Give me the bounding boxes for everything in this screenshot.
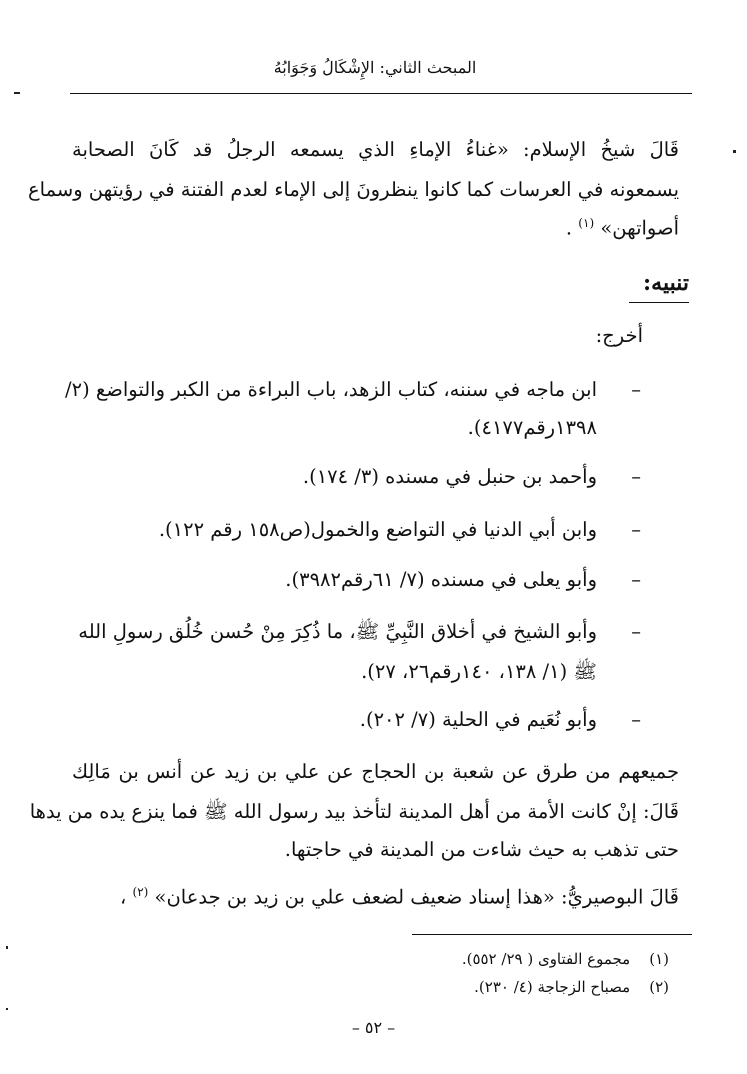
footnote-text: مصباح الزجاجة (٤/ ٢٣٠). [474,978,631,996]
list-dash: – [631,708,641,731]
page-number: – ٥٢ – [351,1018,396,1037]
list-item-text: وأبو يعلى في مسنده (٧/ ٦١رقم٣٩٨٢). [285,568,597,591]
running-header: المبحث الثاني: الإِشْكَالُ وَجَوَابُهُ [273,58,477,77]
scan-speck [14,92,20,94]
scan-speck [6,946,8,949]
footnote-number: (٢) [649,978,669,996]
footnote-number: (١) [649,950,669,968]
intro-line-3 [566,216,679,240]
list-dash: – [631,378,641,401]
heading-underline [629,302,689,303]
list-dash: – [631,518,641,541]
intro-line-3-text: أصواتهن» [600,216,679,240]
list-item-continuation [0,416,747,446]
body-line-4-end: ، [120,885,127,909]
list-item-text: ﷺ (١/ ١٣٨، ١٤٠رقم٢٦، ٢٧). [361,660,597,683]
list-item-text: وأبو الشيخ في أخلاق النَّبِيِّ ﷺ، ما ذُكِرَ مِنْ حُسن خُلُق رسولِ الله [78,620,597,643]
body-line-4-text: قَالَ البوصيريُّ: «هذا إسناد ضعيف لضعف علي بن زيد بن جدعان» [154,885,679,909]
list-item [0,568,747,598]
tanbih-subheading: أخرج: [595,324,643,347]
body-line-4 [120,885,679,909]
list-item-text: ابن ماجه في سننه، كتاب الزهد، باب البراءة من الكبر والتواضع (٢/ [65,378,597,401]
scan-speck [6,1008,8,1010]
body-line-2: قَالَ: إنْ كانت الأمة من أهل المدينة لتأخذ بيد رسول الله ﷺ فما ينزع يده من يدها [29,800,679,823]
tanbih-heading: تنبيه: [643,270,689,296]
list-item-text: وأبو نُعَيم في الحلية (٧/ ٢٠٢). [359,708,597,731]
footnote [462,950,669,968]
body-line-3: حتى تذهب به حيث شاءت من المدينة في حاجتها. [284,838,679,861]
body-line-1: جميعهم من طرق عن شعبة بن الحجاج عن علي بن زيد عن أنس بن مَالِك [72,760,679,783]
intro-line-1: قَالَ شيخُ الإسلام: «غناءُ الإماءِ الذي يسمعه الرجلُ قد كَانَ الصحابة [72,138,679,161]
list-dash: – [631,620,641,643]
footnote [474,978,669,996]
footnote-ref-2[interactable]: (٢) [132,885,149,899]
intro-line-2: يسمعونه في العرسات كما كانوا ينظرونَ إلى الإماء لعدم الفتنة في رؤيتهن وسماع [28,178,679,201]
list-item-text: ١٣٩٨رقم٤١٧٧). [467,416,597,439]
list-dash: – [631,465,641,488]
footnote-ref-1[interactable]: (١) [578,216,595,230]
footnote-separator [412,934,692,935]
list-item-text: وأحمد بن حنبل في مسنده (٣/ ١٧٤). [302,465,597,488]
list-item-continuation [0,660,747,690]
list-dash: – [631,568,641,591]
header-rule [70,93,692,94]
scan-speck [733,150,736,153]
list-item [0,378,747,408]
footnote-text: مجموع الفتاوى ( ٢٩/ ٥٥٢). [461,950,631,968]
intro-line-3-end: . [565,216,573,240]
list-item [0,465,747,495]
list-item [0,518,747,548]
list-item-text: وابن أبي الدنيا في التواضع والخمول(ص١٥٨ رقم ١٢٢). [158,518,597,541]
list-item [0,708,747,738]
list-item [0,620,747,650]
